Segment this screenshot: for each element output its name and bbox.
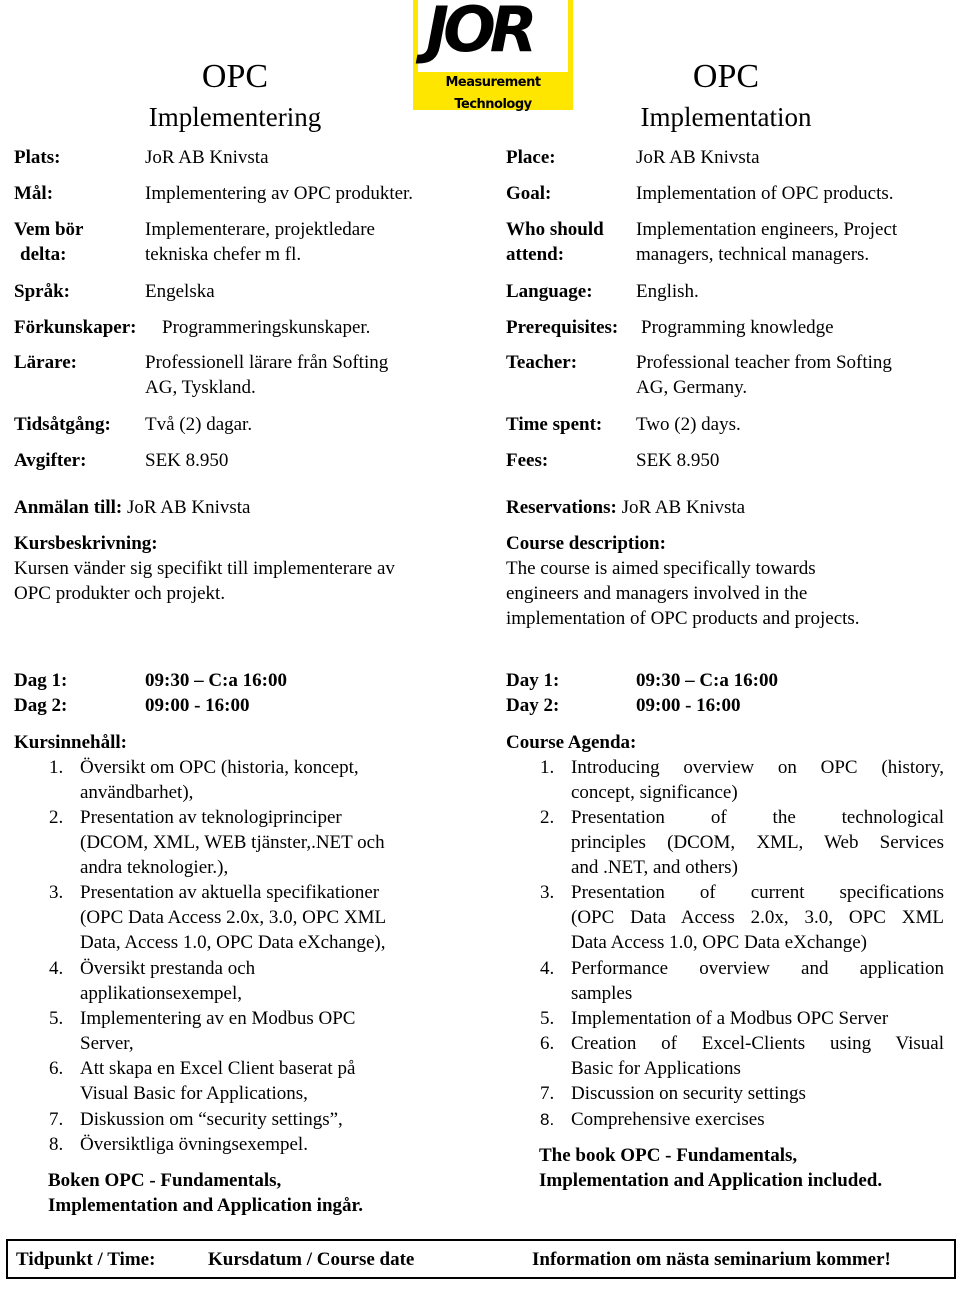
footer-time-label: Tidpunkt / Time: [16, 1249, 156, 1270]
sv-agenda-line: Översikt prestanda och [80, 958, 256, 979]
en-field-label-attend: Who should [506, 219, 604, 240]
sv-agenda-line: Presentation av aktuella specifikationer [80, 882, 380, 903]
sv-agenda-line: Att skapa en Excel Client baserat på [80, 1058, 356, 1079]
sv-field-value-duration: Två (2) dagar. [145, 414, 253, 435]
en-agenda-line: Creation of Excel-Clients using Visual [571, 1033, 944, 1054]
company-logo [413, 0, 573, 110]
sv-field-label-goal: Mål: [14, 183, 54, 204]
sv-agenda-number: 4. [49, 958, 64, 979]
en-agenda-line: Implementation of a Modbus OPC Server [571, 1008, 889, 1029]
logo-subtitle: Measurement Technology [445, 75, 541, 112]
sv-day1-label: Dag 1: [14, 670, 68, 691]
en-agenda-label: Course Agenda: [506, 732, 637, 753]
sv-agenda-line: (DCOM, XML, WEB tjänster,.NET och [80, 832, 385, 853]
logo-mark [418, 0, 568, 72]
sv-registration-value: JoR AB Knivsta [126, 497, 251, 518]
en-agenda-number: 1. [540, 757, 555, 778]
en-agenda-line: samples [571, 983, 633, 1004]
en-field-label-duration: Time spent: [506, 414, 603, 435]
en-agenda-line: Performance overview and application [571, 958, 944, 979]
sv-title: OPC [201, 58, 269, 95]
en-agenda-line-wrap [571, 805, 944, 830]
en-day1-value: 09:30 – C:a 16:00 [636, 670, 778, 691]
en-book-line: The book OPC - Fundamentals, [539, 1145, 798, 1166]
sv-field-label-attend: Vem bör [14, 219, 84, 240]
sv-agenda-line: Visual Basic for Applications, [80, 1083, 308, 1104]
en-agenda-line-wrap [571, 1031, 944, 1056]
en-field-label-goal: Goal: [506, 183, 552, 204]
sv-agenda-label: Kursinnehåll: [14, 732, 127, 753]
en-agenda-number: 3. [540, 882, 555, 903]
en-subtitle: Implementation [640, 102, 812, 132]
sv-agenda-line: applikationsexempel, [80, 983, 242, 1004]
sv-field-value-place: JoR AB Knivsta [145, 147, 269, 168]
en-day1-label: Day 1: [506, 670, 560, 691]
sv-field-label-place: Plats: [14, 147, 61, 168]
en-field-label-fees: Fees: [506, 450, 549, 471]
en-agenda-line: Comprehensive exercises [571, 1109, 765, 1130]
sv-agenda-line: andra teknologier.), [80, 857, 229, 878]
en-registration-value: JoR AB Knivsta [621, 497, 746, 518]
sv-agenda-line: Data, Access 1.0, OPC Data eXchange), [80, 932, 386, 953]
sv-day2-label: Dag 2: [14, 695, 68, 716]
sv-agenda-number: 7. [49, 1109, 64, 1130]
sv-field-value-fees: SEK 8.950 [145, 450, 229, 471]
footer-box [6, 1239, 956, 1279]
en-agenda-line: Presentation of the technological [571, 807, 944, 828]
en-description-line: The course is aimed specifically towards [506, 558, 816, 579]
en-agenda-number: 2. [540, 807, 555, 828]
en-agenda-line: and .NET, and others) [571, 857, 738, 878]
sv-book-line: Boken OPC - Fundamentals, [48, 1170, 282, 1191]
en-agenda-line: concept, significance) [571, 782, 738, 803]
en-agenda-line: Basic for Applications [571, 1058, 741, 1079]
en-description-line: engineers and managers involved in the [506, 583, 808, 604]
sv-field-label-language: Språk: [14, 281, 70, 302]
sv-description-label: Kursbeskrivning: [14, 533, 158, 554]
en-field-label-teacher: Teacher: [506, 352, 578, 373]
sv-field-value-teacher: Professionell lärare från Softing [145, 352, 389, 373]
sv-agenda-line: Översikt om OPC (historia, koncept, [80, 757, 359, 778]
en-field-value-prereq: Programming knowledge [641, 317, 834, 338]
en-agenda-number: 8. [540, 1110, 555, 1129]
sv-field-value-teacher-2: AG, Tyskland. [145, 377, 256, 398]
sv-agenda-line: Server, [80, 1033, 134, 1054]
en-field-value-language: English. [636, 281, 699, 302]
en-agenda-line: (OPC Data Access 2.0x, 3.0, OPC XML [571, 907, 944, 928]
en-agenda-line-wrap [571, 755, 944, 780]
en-field-value-goal: Implementation of OPC products. [636, 183, 894, 204]
sv-field-label-teacher: Lärare: [14, 352, 77, 373]
en-agenda-line: Presentation of current specifications [571, 882, 944, 903]
footer-info: Information om nästa seminarium kommer! [532, 1249, 891, 1270]
sv-agenda-number: 6. [49, 1058, 64, 1079]
sv-field-label-duration: Tidsåtgång: [14, 414, 111, 435]
en-day2-label: Day 2: [506, 695, 560, 716]
en-agenda-line: Introducing overview on OPC (history, [571, 757, 944, 778]
sv-agenda-line: Översiktliga övningsexempel. [80, 1134, 308, 1155]
en-field-value-attend-2: managers, technical managers. [636, 244, 870, 265]
sv-agenda-line: användbarhet), [80, 782, 194, 803]
en-agenda-number: 6. [540, 1033, 555, 1054]
sv-field-value-goal: Implementering av OPC produkter. [145, 183, 414, 204]
en-field-value-place: JoR AB Knivsta [636, 147, 760, 168]
sv-agenda-line: Presentation av teknologiprinciper [80, 807, 342, 828]
sv-agenda-number: 1. [49, 757, 64, 778]
en-description-label: Course description: [506, 533, 666, 554]
en-field-label-attend-2: attend: [506, 244, 565, 265]
sv-field-value-prereq: Programmeringskunskaper. [162, 317, 371, 338]
en-agenda-number: 7. [540, 1083, 555, 1104]
en-agenda-line-wrap [571, 880, 944, 905]
sv-field-value-language: Engelska [145, 281, 215, 302]
en-agenda-number: 5. [540, 1008, 555, 1029]
en-field-value-fees: SEK 8.950 [636, 450, 720, 471]
en-registration [506, 495, 745, 520]
en-agenda-line-wrap [571, 830, 944, 855]
sv-field-value-attend-2: tekniska chefer m fl. [145, 244, 302, 265]
sv-field-label-prereq: Förkunskaper: [14, 317, 137, 338]
sv-registration-label: Anmälan till: [14, 497, 123, 518]
sv-field-label-attend-2: delta: [20, 244, 67, 265]
sv-agenda-number: 3. [49, 882, 64, 903]
en-agenda-line: principles (DCOM, XML, Web Services [571, 832, 944, 853]
en-field-value-duration: Two (2) days. [636, 414, 741, 435]
sv-agenda-line: Diskussion om “security settings”, [80, 1109, 343, 1130]
en-field-label-place: Place: [506, 147, 556, 168]
sv-field-label-fees: Avgifter: [14, 450, 87, 471]
sv-agenda-number: 5. [49, 1008, 64, 1029]
en-field-value-teacher-2: AG, Germany. [636, 377, 748, 398]
sv-agenda-number: 2. [49, 807, 64, 828]
en-field-value-attend: Implementation engineers, Project [636, 219, 898, 240]
en-field-value-teacher: Professional teacher from Softing [636, 352, 892, 373]
en-day2-value: 09:00 - 16:00 [636, 695, 741, 716]
sv-day1-value: 09:30 – C:a 16:00 [145, 670, 287, 691]
sv-agenda-number: 8. [49, 1134, 64, 1155]
en-field-label-language: Language: [506, 281, 593, 302]
footer-date-label: Kursdatum / Course date [208, 1249, 415, 1270]
en-book-line: Implementation and Application included. [539, 1170, 883, 1191]
sv-description-line: OPC produkter och projekt. [14, 583, 226, 604]
en-agenda-line: Data Access 1.0, OPC Data eXchange) [571, 932, 867, 953]
sv-day2-value: 09:00 - 16:00 [145, 695, 250, 716]
en-field-label-prereq: Prerequisites: [506, 317, 619, 338]
sv-field-value-attend: Implementerare, projektledare [145, 219, 375, 240]
en-description-line: implementation of OPC products and projects. [506, 608, 860, 629]
en-title: OPC [692, 58, 760, 95]
sv-agenda-line: (OPC Data Access 2.0x, 3.0, OPC XML [80, 907, 387, 928]
en-agenda-line-wrap [571, 956, 944, 981]
logo-text: JOR [426, 0, 532, 66]
sv-description-line: Kursen vänder sig specifikt till implementerare av [14, 558, 395, 579]
sv-subtitle: Implementering [148, 102, 322, 132]
sv-book-line: Implementation and Application ingår. [48, 1195, 363, 1216]
en-agenda-line-wrap [571, 905, 944, 930]
en-agenda-number: 4. [540, 958, 555, 979]
en-agenda-line: Discussion on security settings [571, 1083, 806, 1104]
sv-registration [14, 495, 250, 520]
sv-agenda-line: Implementering av en Modbus OPC [80, 1008, 356, 1029]
en-registration-label: Reservations: [506, 497, 617, 518]
